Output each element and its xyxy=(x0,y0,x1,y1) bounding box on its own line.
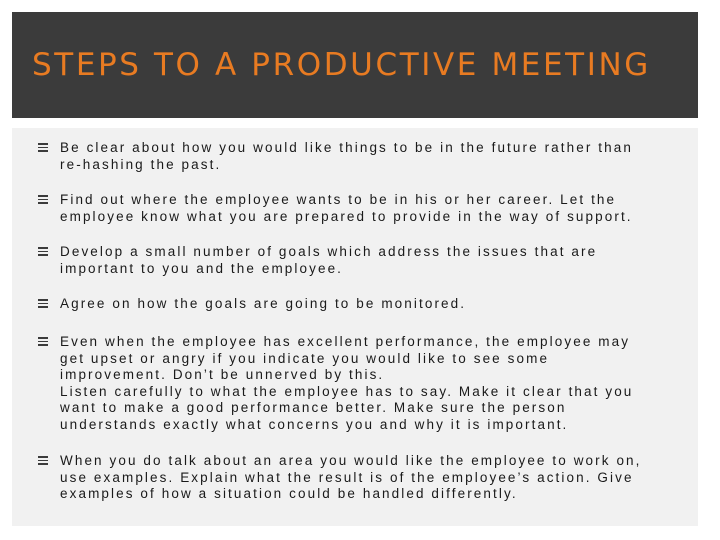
bullet-item xyxy=(38,453,688,503)
bullet-lines-icon xyxy=(38,247,48,256)
bullet-text: Develop a small number of goals which address the issues that are important to you and the employee. xyxy=(60,244,598,276)
bullet-text: Agree on how the goals are going to be monitored. xyxy=(60,296,467,311)
bullet-text: Be clear about how you would like things to be in the future rather than re-hashing the past. xyxy=(60,140,633,172)
bullet-lines-icon xyxy=(38,143,48,152)
bullet-lines-icon xyxy=(38,195,48,204)
bullet-item xyxy=(38,192,688,225)
bullet-lines-icon xyxy=(38,299,48,308)
bullet-text: When you do talk about an area you would like the employee to work on, use examples. Explain what the result is of the employee’s action. Give examples of how a situation could be handled differently. xyxy=(60,453,642,501)
bullet-lines-icon xyxy=(38,337,48,346)
slide-title: STEPS TO A PRODUCTIVE MEETING xyxy=(32,47,651,83)
content-box xyxy=(12,128,698,526)
bullet-item xyxy=(38,334,688,433)
bullet-text: Find out where the employee wants to be in his or her career. Let the employee know what you are prepared to provide in the way of support. xyxy=(60,192,633,224)
bullet-text: Even when the employee has excellent performance, the employee may get upset or angry if you indicate you would like to see some improvement. Don’t be unnerved by this. Listen carefully to what the employee has to say. Make it clear that you want to make a good performance better. Make sure the person understands exactly what concerns you and why it is important. xyxy=(60,334,634,432)
bullet-item xyxy=(38,140,688,173)
title-bar xyxy=(12,12,698,118)
bullet-item xyxy=(38,244,688,277)
bullet-lines-icon xyxy=(38,456,48,465)
bullet-item xyxy=(38,296,688,313)
